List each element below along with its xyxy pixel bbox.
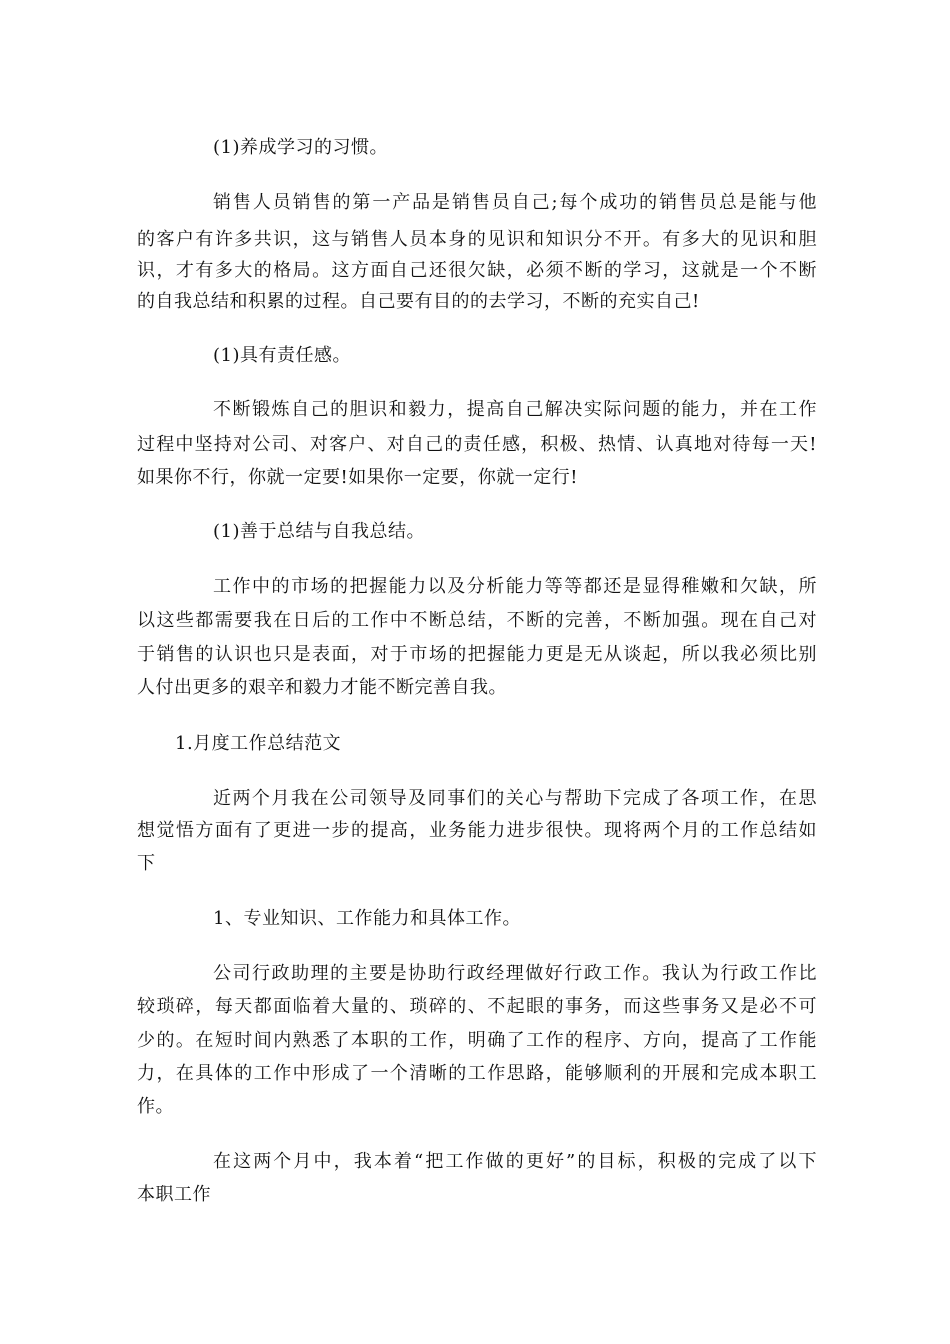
paragraph-line: 以这些都需要我在日后的工作中不断总结，不断的完善，不断加强。现在自己对 <box>137 610 817 631</box>
paragraph-line: 过程中坚持对公司、对客户、对自己的责任感，积极、热情、认真地对待每一天! <box>137 434 817 455</box>
section-title: 1.月度工作总结范文 <box>175 733 342 754</box>
paragraph-line: 工作中的市场的把握能力以及分析能力等等都还是显得稚嫩和欠缺，所 <box>213 576 817 597</box>
paragraph-line: 的自我总结和积累的过程。自己要有目的的去学习，不断的充实自己! <box>137 291 700 312</box>
paragraph-line: 如果你不行，你就一定要!如果你一定要，你就一定行! <box>137 467 578 488</box>
heading-summary: (1)善于总结与自我总结。 <box>213 521 425 542</box>
paragraph-line: 力，在具体的工作中形成了一个清晰的工作思路，能够顺利的开展和完成本职工 <box>137 1063 817 1084</box>
paragraph-line: 下 <box>137 853 156 874</box>
paragraph-line: 本职工作 <box>137 1184 211 1205</box>
paragraph-line: 作。 <box>137 1096 174 1117</box>
paragraph-line: 较琐碎，每天都面临着大量的、琐碎的、不起眼的事务，而这些事务又是必不可 <box>137 996 817 1017</box>
paragraph-line: 想觉悟方面有了更进一步的提高，业务能力进步很快。现将两个月的工作总结如 <box>137 820 817 841</box>
paragraph-line: 识，才有多大的格局。这方面自己还很欠缺，必须不断的学习，这就是一个不断 <box>137 260 817 281</box>
paragraph-line: 销售人员销售的第一产品是销售员自己;每个成功的销售员总是能与他 <box>213 192 817 213</box>
heading-responsibility: (1)具有责任感。 <box>213 345 351 366</box>
paragraph-line: 人付出更多的艰辛和毅力才能不断完善自我。 <box>137 677 507 698</box>
paragraph-line: 近两个月我在公司领导及同事们的关心与帮助下完成了各项工作，在思 <box>213 788 817 809</box>
paragraph-line: 的客户有许多共识，这与销售人员本身的见识和知识分不开。有多大的见识和胆 <box>137 229 817 250</box>
paragraph-line: 不断锻炼自己的胆识和毅力，提高自己解决实际问题的能力，并在工作 <box>213 399 817 420</box>
heading-work-ability: 1、专业知识、工作能力和具体工作。 <box>213 908 521 929</box>
heading-learning-habit: (1)养成学习的习惯。 <box>213 137 388 158</box>
paragraph-line: 公司行政助理的主要是协助行政经理做好行政工作。我认为行政工作比 <box>213 963 817 984</box>
paragraph-line: 于销售的认识也只是表面，对于市场的把握能力更是无从谈起，所以我必须比别 <box>137 644 817 665</box>
paragraph-line: 少的。在短时间内熟悉了本职的工作，明确了工作的程序、方向，提高了工作能 <box>137 1030 817 1051</box>
paragraph-line: 在这两个月中，我本着“把工作做的更好”的目标，积极的完成了以下 <box>213 1151 817 1172</box>
